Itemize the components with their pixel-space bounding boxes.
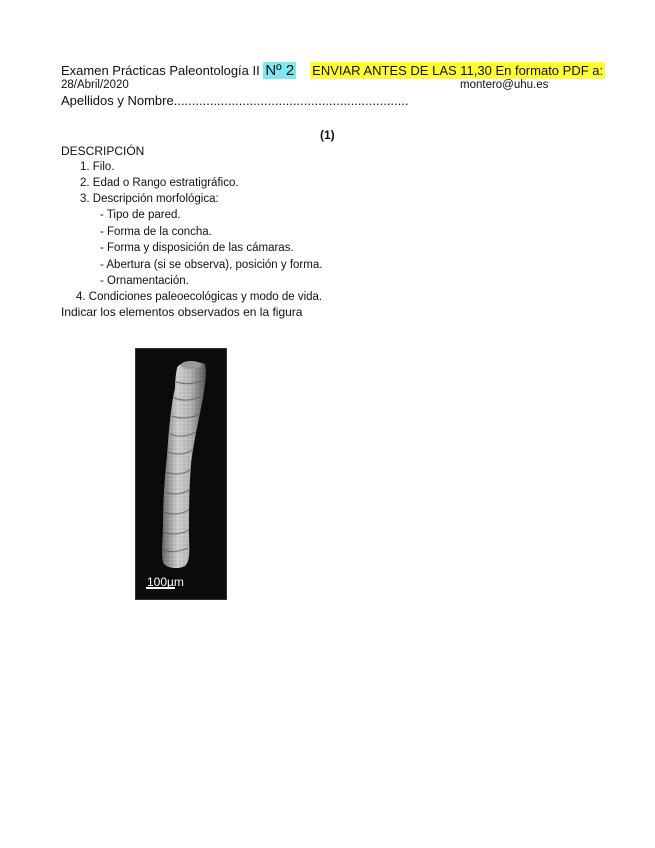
exam-date: 28/Abril/2020 [61,79,129,91]
list-item: 4. Condiciones paleoecológicas y modo de vida. [76,291,323,303]
sub-list-item: - Abertura (si se observa), posición y forma. [100,259,323,271]
sub-list-item: - Ornamentación. [100,275,189,287]
instruction-text: Indicar los elementos observados en la figura [61,305,303,319]
fossil-figure [135,348,227,600]
sub-list-item: - Forma y disposición de las cámaras. [100,242,294,254]
sub-list-item: - Forma de la concha. [100,226,212,238]
list-item: 3. Descripción morfológica: [80,193,219,205]
email-address: montero@uhu.es [460,79,549,91]
sub-list-item: - Tipo de pared. [100,209,181,221]
list-item: 1. Filo. [80,161,115,173]
name-line: Apellidos y Nombre................................................................. [61,93,409,108]
description-title: DESCRIPCIÓN [61,144,145,158]
send-notice: ENVIAR ANTES DE LAS 11,30 En formato PDF a: [312,63,604,78]
question-number: (1) [320,128,335,142]
list-item: 2. Edad o Rango estratigráfico. [80,177,239,189]
exam-header [61,62,605,79]
exam-title: Examen Prácticas Paleontología II [61,63,264,78]
fossil-image [135,348,227,600]
scale-bar-label: 100µm [147,575,184,589]
exam-number: Nº 2 [265,62,295,79]
